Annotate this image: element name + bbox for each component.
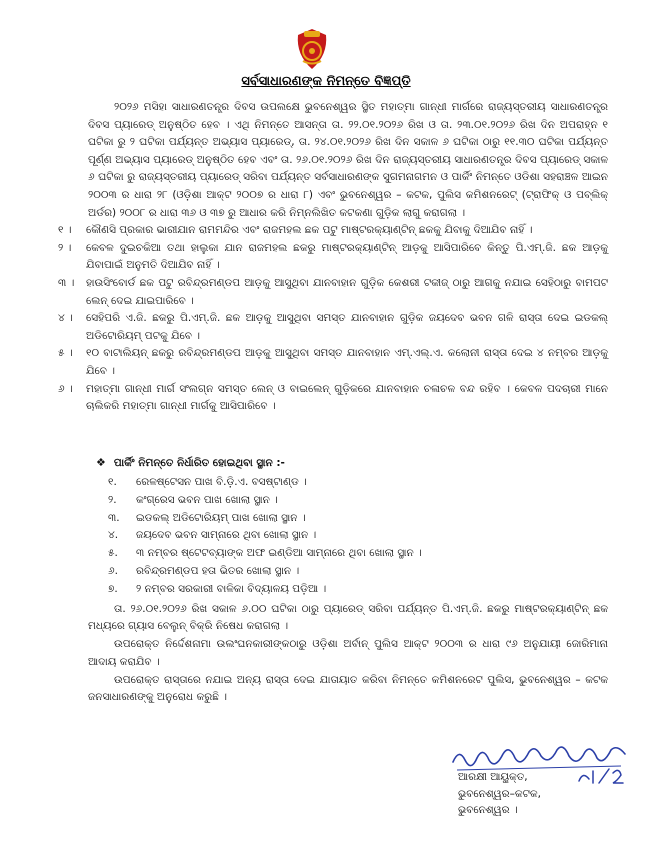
notice-body [58, 99, 608, 416]
parking-number: ୬. [108, 564, 118, 577]
parking-heading [96, 456, 285, 470]
parking-text: ରେଳଷ୍ଟେସନ ପାଖ ବି.ଡ଼ି.ଏ. ବସଷ୍ଟାଣ୍ଡ । [136, 476, 307, 488]
parking-heading-text: ପାର୍କିଂ ନିମନ୍ତେ ନିର୍ଧାରିତ ହୋଇଥିବା ସ୍ଥାନ :- [113, 457, 285, 469]
restriction-text: ମହାତ୍ମା ଗାନ୍ଧୀ ମାର୍ଗ ସଂଲଗ୍ନ ସମସ୍ତ ଲେନ୍ ଓ ବାଇଲେନ୍ ଗୁଡ଼ିକରେ ଯାନବାହାନ ଚଳାଚଳ ବନ୍ଦ ରହିବ । କେବଳ ପଦଚାରୀ ମାନେ ଚାଲିକରି ମହାତ୍ମା ଗାନ୍ଧୀ ମାର୍ଗକୁ ଆସିପାରିବେ । [86, 382, 608, 413]
parking-number: ୨. [108, 493, 117, 506]
intro-paragraph: ୨୦୨୬ ମସିହା ସାଧାରଣତନ୍ତ୍ର ଦିବସ ଉପଲକ୍ଷେ ଭୁବନେଶ୍ୱର ସ୍ଥିତ ମହାତ୍ମା ଗାନ୍ଧୀ ମାର୍ଗରେ ରାଜ୍ୟସ୍ତରୀୟ ସାଧାରଣତନ୍ତ୍ର ଦିବସ ପ୍ୟାରେଡ୍ ଅନୁଷ୍ଠିତ ହେବ । ଏଥି ନିମନ୍ତେ ଆସନ୍ତା ତା. ୨୨.୦୧.୨୦୨୬ ରିଖ ଓ ତା. ୨୩.୦୧.୨୦୨୬ ରିଖ ଦିନ ଅପରାହ୍ନ ୧ ଘଟିକା ରୁ ୨ ଘଟିକା ପର୍ଯ୍ୟନ୍ତ ଅଭ୍ୟାସ ପ୍ୟାରେଡ୍, ତା. ୨୪.୦୧.୨୦୨୬ ରିଖ ଦିନ ସକାଳ ୬ ଘଟିକା ଠାରୁ ୧୧.୩୦ ଘଟିକା ପର୍ଯ୍ୟନ୍ତ ପୂର୍ଣ୍ଣ ଅଭ୍ୟାସ ପ୍ୟାରେଡ୍ ଅନୁଷ୍ଠିତ ହେବ ଏବଂ ତା. ୨୬.୦୧.୨୦୨୬ ରିଖ ଦିନ ରାଜ୍ୟସ୍ତରୀୟ ସାଧାରଣତନ୍ତ୍ର ଦିବସ ପ୍ୟାରେଡ୍ ସକାଳ ୬ ଘଟିକା ରୁ ରାଜ୍ୟସ୍ତରୀୟ ପ୍ୟାରେଡ୍ ସରିବା ପର୍ଯ୍ୟନ୍ତ ସର୍ବସାଧାରଣଙ୍କ ସୁଗମନାଗମନ ଓ ପାର୍କିଂ ନିମନ୍ତେ ଓଡିଶା ସହରାଞ୍ଚଳ ଆଇନ ୨୦୦୩ ର ଧାରା ୨୮ (ଓଡ଼ିଶା ଆକ୍ଟ ୨୦୦୭ ର ଧାରା ୮) ଏବଂ ଭୁବନେଶ୍ୱର – କଟକ, ପୁଲିସ କମିଶନରେଟ୍ (ଟ୍ରାଫିକ୍ ଓ ପବ୍ଲିକ୍ ଅର୍ଡର) ୨୦୦୮ ର ଧାରା ୩୬ ଓ ୩୭ ରୁ ଆଧାର କରି ନିମ୍ନଲିଖିତ କଟକଣା ଗୁଡ଼ିକ ଲାଗୁ କରାଗଲା । [88, 101, 608, 219]
closing-paragraphs [88, 601, 608, 706]
parking-text: କଂଗ୍ରେସ ଭବନ ପାଖ ଖୋଲା ସ୍ଥାନ । [136, 493, 278, 506]
parking-text: ରବିନ୍ଦ୍ରମଣ୍ଡପ ହତା ଭିତର ଖୋଲା ସ୍ଥାନ । [136, 564, 300, 577]
request-paragraph: ଉପରୋକ୍ତ ରାସ୍ତାରେ ନଯାଇ ଅନ୍ୟ ରାସ୍ତା ଦେଇ ଯାତାୟାତ କରିବା ନିମନ୍ତେ କମିଶନରେଟ ପୁଲିସ, ଭୁବନେଶ୍ୱର – କଟକ ଜନସାଧାରଣଙ୍କୁ ଅନୁରୋଧ କରୁଛି । [88, 673, 608, 704]
restriction-number: ୪ । [58, 312, 73, 325]
parking-item [108, 527, 422, 545]
parking-text: ଇଡକଲ୍ ଅଡିଟୋରିୟମ୍ ପାଖ ଖୋଲା ସ୍ଥାନ । [136, 511, 306, 524]
restriction-text: ସେହିପରି ଏ.ଜି. ଛକରୁ ପି.ଏମ୍.ଜି. ଛକ ଆଡ଼କୁ ଆସୁଥିବା ସମସ୍ତ ଯାନବାହାନ ଗୁଡ଼ିକ ଜୟଦେବ ଭବନ ଗଳି ରାସ୍ତା ଦେଇ ଇଡକଲ୍ ଅଡିଟୋରିୟମ୍ ପଟକୁ ଯିବେ । [86, 312, 608, 342]
parking-number: ୭. [108, 582, 118, 595]
restriction-text: କେବଳ ଦୁଇଚକିଆ ତଥା ହାଲୁକା ଯାନ ରାଜମହଲ ଛକରୁ ମାଷ୍ଟରକ୍ୟାଣ୍ଟିନ୍ ଆଡ଼କୁ ଆସିପାରିବେ କିନ୍ତୁ ପି.ଏମ୍.ଜି. ଛକ ଆଡ଼କୁ ଯିବାପାଇଁ ଅନୁମତି ଦିଆଯିବ ନାହିଁ । [86, 241, 608, 272]
restriction-item [58, 345, 608, 380]
parking-item [108, 510, 422, 528]
designation-line: ଭୁବନେଶ୍ୱର । [458, 804, 518, 816]
restriction-item [58, 240, 608, 275]
restriction-text: ହାଉସିଂବୋର୍ଡ ଛକ ପଟୁ ରବିନ୍ଦ୍ରମଣ୍ଡପ ଆଡ଼କୁ ଆସୁଥିବା ଯାନବାହାନ ଗୁଡ଼ିକ କେଶରୀ ଟକୀଜ୍ ଠାରୁ ଆଗକୁ ନଯାଇ ସେହିଠାରୁ ବାମପଟ ଲେନ୍ ଦେଇ ଯାଇପାରିବେ । [86, 276, 608, 307]
restriction-number: ୧ । [58, 224, 72, 237]
designation-block [458, 769, 541, 819]
parking-number: ୫. [108, 547, 118, 560]
designation-line: ଆରକ୍ଷୀ ଆୟୁକ୍ତ, [458, 771, 528, 783]
balloon-ban-paragraph: ତା. ୨୬.୦୧.୨୦୨୬ ରିଖ ସକାଳ ୬.୦୦ ଘଟିକା ଠାରୁ ପ୍ୟାରେଡ୍ ସରିବା ପର୍ଯ୍ୟନ୍ତ ପି.ଏମ୍.ଜି. ଛକରୁ ମାଷ୍ଟରକ୍ୟାଣ୍ଟିନ୍ ଛକ ମଧ୍ୟରେ ଗ୍ୟାସ ବେଲୁନ୍ ବିକ୍ରି ନିଷେଧ କରାଗଲା । [88, 603, 608, 633]
parking-item [108, 581, 422, 599]
restriction-number: ୬ । [58, 382, 73, 395]
parking-number: ୩. [108, 511, 120, 524]
parking-text: ୨ ନମ୍ବର ସରକାରୀ ବାଳିକା ବିଦ୍ୟାଳୟ ପଡ଼ିଆ । [136, 582, 327, 595]
restriction-number: ୫ । [58, 347, 73, 360]
restriction-item [58, 381, 608, 416]
restriction-number: ୩ । [58, 276, 75, 289]
parking-number: ୪. [108, 529, 119, 542]
handwritten-date [575, 765, 635, 787]
parking-text: ୩ ନମ୍ବର ଷ୍ଟେଟବ୍ୟାଙ୍କ ଅଫ ଇଣ୍ଡିଆ ସାମ୍ନାରେ ଥିବା ଖୋଲା ସ୍ଥାନ । [136, 547, 422, 560]
parking-item [108, 545, 422, 563]
restriction-text: ୧୦ ବାଟାଲିୟନ୍ ଛକରୁ ରବିନ୍ଦ୍ରମଣ୍ଡପ ଆଡ଼କୁ ଆସୁଥିବା ସମସ୍ତ ଯାନବାହାନ ଏମ୍.ଏଲ୍.ଏ. କଲୋନୀ ରାସ୍ତା ଦେଇ ୪ ନମ୍ବର ଆଡ଼କୁ ଯିବେ । [86, 347, 608, 377]
restriction-item [58, 275, 608, 310]
star-bullet-icon: ❖ [96, 456, 106, 469]
parking-item [108, 563, 422, 581]
restrictions-list [58, 222, 608, 416]
restriction-item [58, 310, 608, 345]
parking-list [108, 474, 422, 599]
restriction-item [58, 222, 608, 240]
parking-number: ୧. [108, 476, 117, 488]
designation-line: ଭୁବନେଶ୍ୱର–କଟକ, [458, 787, 542, 800]
penalty-paragraph: ଉପରୋକ୍ତ ନିର୍ଦ୍ଦେଶନାମା ଉଲଂଘନକାରୀଙ୍କଠାରୁ ଓଡ଼ିଶା ଅର୍ବାନ୍ ପୁଲିସ ଆକ୍ଟ ୨୦୦୩ ର ଧାରା ୯୬ ଅନୁଯାୟୀ ଜୋରିମାନା ଆଦାୟ କରାଯିବ । [88, 638, 608, 668]
restriction-number: ୨ । [58, 241, 72, 254]
parking-item [108, 492, 422, 510]
restriction-text: କୌଣସି ପ୍ରକାର ଭାରୀଯାନ ରାମମନ୍ଦିର ଏବଂ ରାଜମହଲ ଛକ ପଟୁ ମାଷ୍ଟରକ୍ୟାଣ୍ଟିନ୍ ଛକକୁ ଯିବାକୁ ଦିଆଯିବ ନାହିଁ । [86, 224, 533, 237]
notice-title: ସର୍ବସାଧାରଣଙ୍କ ନିମନ୍ତେ ବିଜ୍ଞପ୍ତି [241, 74, 411, 89]
parking-item [108, 474, 422, 492]
parking-text: ଜୟଦେବ ଭବନ ସାମ୍ନାରେ ଥିବା ଖୋଲା ସ୍ଥାନ । [136, 529, 317, 542]
police-emblem-icon [288, 25, 336, 73]
